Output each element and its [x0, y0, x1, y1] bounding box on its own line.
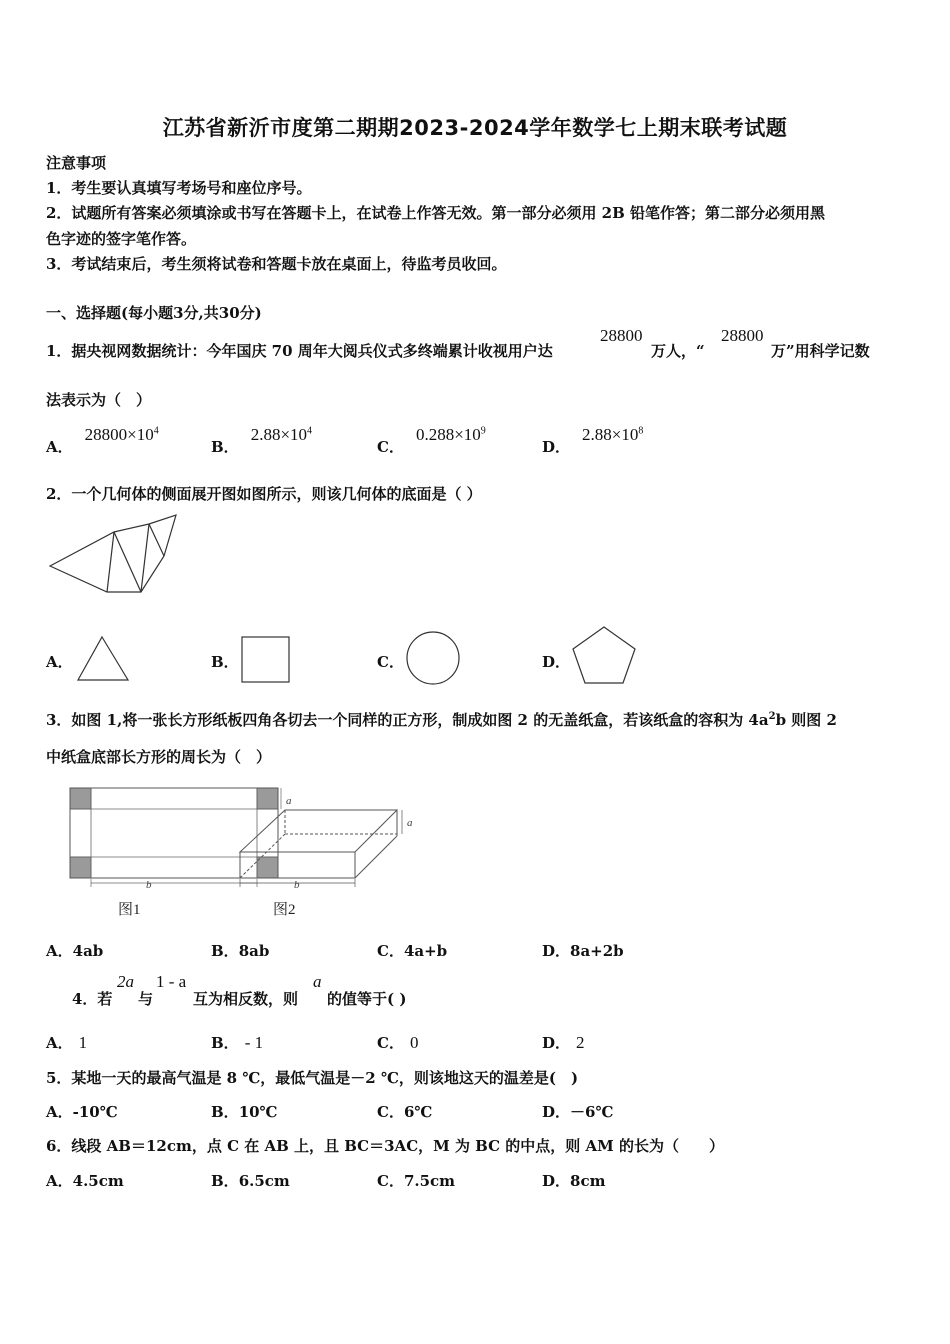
q1-text-d: 法表示为（ ） — [46, 391, 152, 409]
q5-option-d[interactable]: D．－6℃ — [542, 1103, 614, 1121]
square-shape[interactable] — [240, 635, 292, 685]
triangle-shape[interactable] — [76, 634, 132, 684]
q5-option-a[interactable]: A．-10℃ — [46, 1103, 118, 1121]
q3-option-d[interactable]: D．8a+2b — [542, 942, 624, 960]
fig1-a-label: a — [286, 795, 292, 807]
notice-item-2b: 色字迹的签字笔作答。 — [46, 230, 197, 248]
page-title: 江苏省新沂市度第二期期2023-2024学年数学七上期末联考试题 — [162, 116, 788, 140]
section-heading: 一、选择题(每小题3分,共30分) — [46, 304, 262, 322]
fig1-caption: 图1 — [118, 902, 141, 918]
q3-option-a[interactable]: A．4ab — [46, 942, 104, 960]
q4-var: a — [313, 972, 322, 991]
q2-option-d-label[interactable]: D． — [542, 653, 571, 671]
q4-mid: 与 — [138, 990, 154, 1008]
q3-option-c[interactable]: C．4a+b — [377, 942, 448, 960]
net-outline — [50, 515, 176, 592]
q5-option-b[interactable]: B．10℃ — [211, 1103, 278, 1121]
q1-num-1: 28800 — [600, 326, 643, 345]
q1-option-c[interactable]: C．$0.288\times 10^9$ — [377, 425, 486, 456]
net-figure — [44, 510, 184, 600]
q1-num-2: 28800 — [721, 326, 764, 345]
q4-num: 4．若 — [72, 990, 113, 1008]
q4-expr-1: 2a — [117, 972, 134, 991]
notice-item-3: 3．考试结束后，考生须将试卷和答题卡放在桌面上，待监考员收回。 — [46, 255, 507, 273]
notice-item-1: 1．考生要认真填写考场号和座位序号。 — [46, 179, 312, 197]
circle-shape[interactable] — [404, 629, 462, 687]
fig1-b-label: b — [146, 879, 152, 891]
q1-option-b[interactable]: B．$2.88\times 10^4$ — [211, 425, 313, 456]
q1-text-c: 万”用科学记数 — [771, 342, 870, 360]
q3-option-b[interactable]: B．8ab — [211, 942, 270, 960]
box-figures — [60, 780, 440, 920]
q2-option-c-label[interactable]: C． — [377, 653, 404, 671]
q2-option-b-label[interactable]: B． — [211, 653, 239, 671]
q5-option-c[interactable]: C．6℃ — [377, 1103, 433, 1121]
q4-option-c[interactable]: C． 0 — [377, 1033, 419, 1052]
q6-option-d[interactable]: D．8cm — [542, 1172, 606, 1190]
q5-text: 5．某地一天的最高气温是 8 ℃，最低气温是－2 ℃，则该地这天的温差是( ) — [46, 1069, 579, 1087]
q4-option-d[interactable]: D． 2 — [542, 1033, 585, 1052]
notice-item-2a: 2．试题所有答案必须填涂或书写在答题卡上，在试卷上作答无效。第一部分必须用 2B 铅笔作答；第二部分必须用黑 — [46, 204, 826, 222]
fig2-a-label: a — [407, 817, 413, 829]
q4-expr-2: 1 - a — [156, 972, 187, 991]
fig2-b-label: b — [294, 879, 300, 891]
q3-text-c: 中纸盒底部长方形的周长为（ ） — [46, 748, 272, 766]
q1-text-a: 1．据央视网数据统计：今年国庆 70 周年大阅兵仪式多终端累计收视用户达 — [46, 342, 553, 360]
q4-text-b: 互为相反数，则 — [193, 990, 299, 1008]
q6-option-c[interactable]: C．7.5cm — [377, 1172, 456, 1190]
q2-text: 2．一个几何体的侧面展开图如图所示，则该几何体的底面是（ ） — [46, 485, 482, 503]
notice-heading: 注意事项 — [46, 154, 107, 172]
q1-option-d[interactable]: D．$2.88\times 10^8$ — [542, 425, 644, 456]
q6-text: 6．线段 AB＝12cm，点 C 在 AB 上，且 BC＝3AC，M 为 BC 的中点，则 AM 的长为（ ） — [46, 1137, 724, 1155]
q4-option-b[interactable]: B． - 1 — [211, 1033, 264, 1052]
pentagon-shape[interactable] — [570, 624, 640, 686]
q1-text-b: 万人，“ — [651, 342, 705, 360]
q1-option-a[interactable]: A．$28800\times 10^4$ — [46, 425, 159, 456]
fig2-caption: 图2 — [273, 902, 296, 918]
q2-option-a-label[interactable]: A． — [46, 653, 73, 671]
q4-text-c: 的值等于( ) — [327, 990, 407, 1008]
q6-option-a[interactable]: A．4.5cm — [46, 1172, 124, 1190]
q6-option-b[interactable]: B．6.5cm — [211, 1172, 290, 1190]
q3-text-a: 3．如图 1,将一张长方形纸板四角各切去一个同样的正方形，制成如图 2 的无盖纸盒，若该纸盒的容积为 $4a^2b$ 则图 2 — [46, 711, 837, 729]
figure-1 — [70, 788, 281, 887]
q4-option-a[interactable]: A． 1 — [46, 1033, 88, 1052]
